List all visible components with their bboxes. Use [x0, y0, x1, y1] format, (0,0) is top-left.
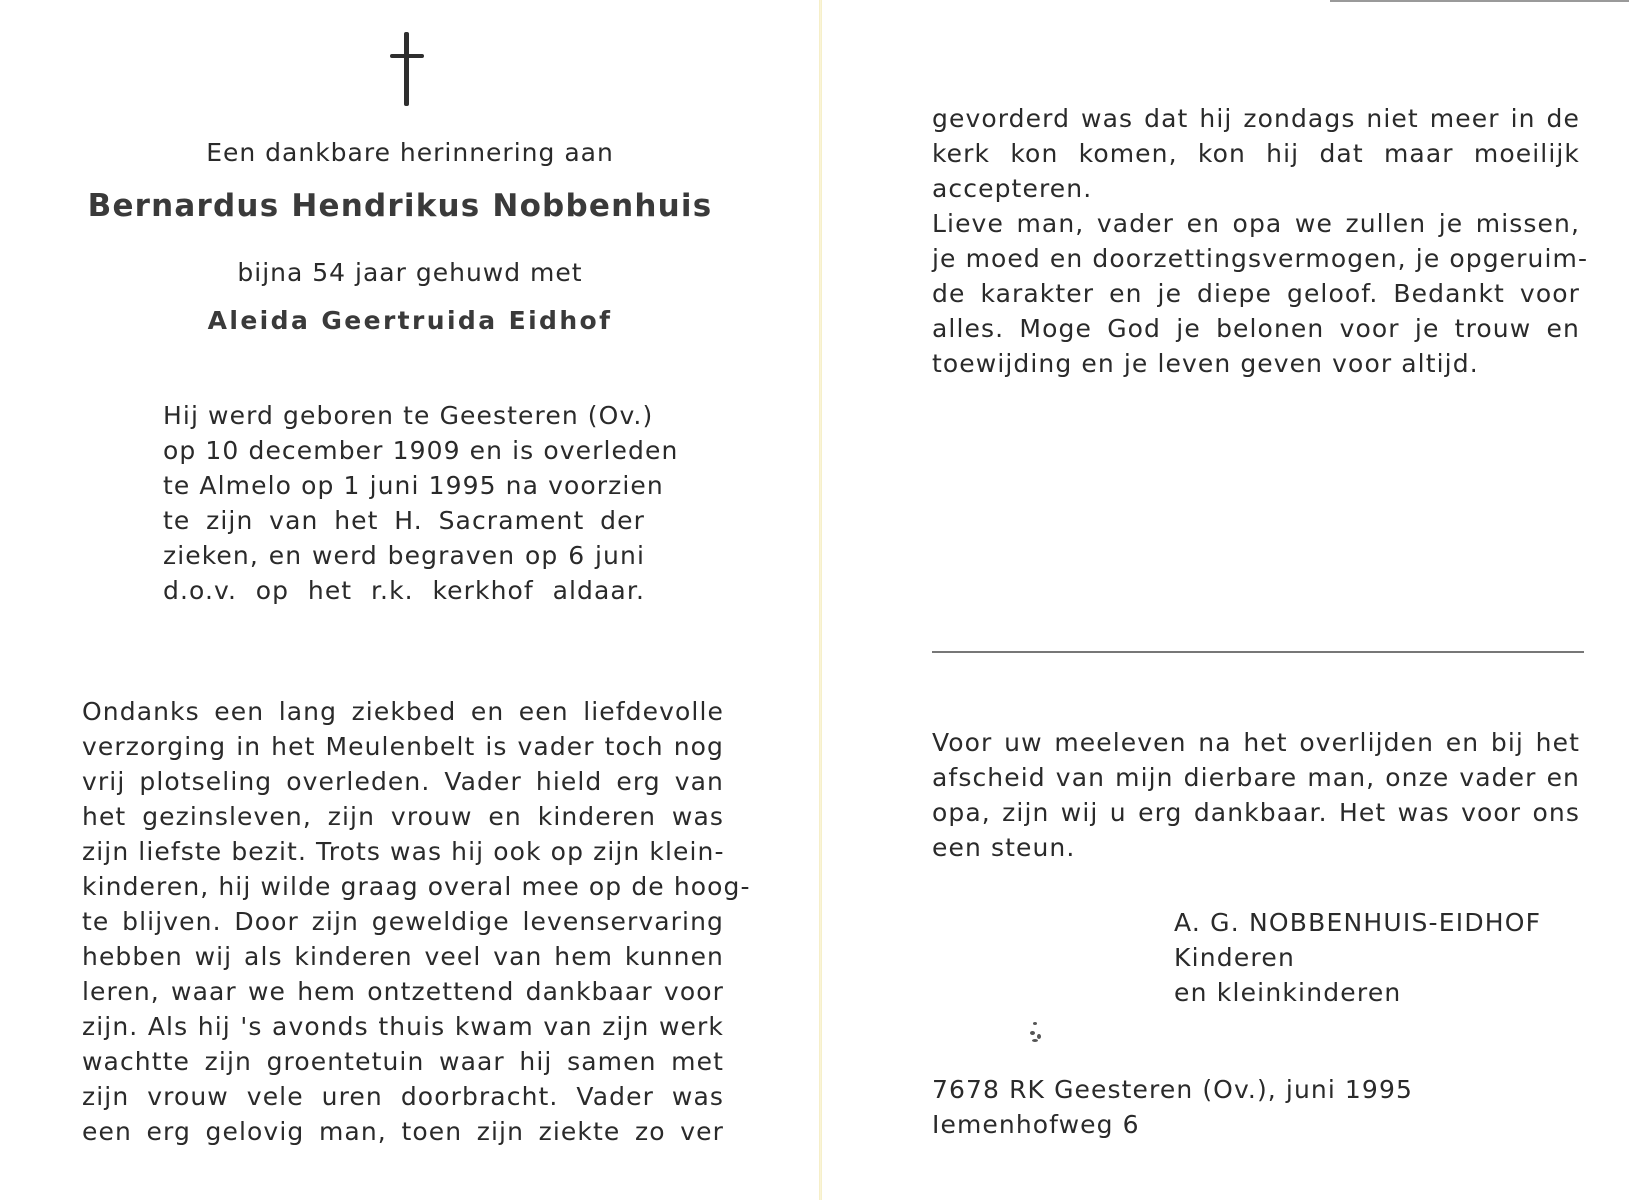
text-line: op 10 december 1909 en is overleden: [163, 436, 679, 465]
address-block: [932, 1072, 1413, 1142]
text-line: Lieve man, vader en opa we zullen je missen,: [932, 209, 1580, 238]
text-line: Voor uw meeleven na het overlijden en bij het: [932, 728, 1580, 757]
text-line: te zijn van het H. Sacrament der: [163, 506, 645, 535]
text-line: Ondanks een lang ziekbed en een liefdevolle: [82, 697, 724, 726]
deceased-name: Bernardus Hendrikus Nobbenhuis: [87, 188, 713, 224]
text-line: zijn vrouw vele uren doorbracht. Vader was: [82, 1082, 724, 1111]
address-line: 7678 RK Geesteren (Ov.), juni 1995: [932, 1075, 1413, 1104]
right-page: [822, 0, 1629, 1200]
story-paragraph: [82, 694, 751, 1149]
text-line: verzorging in het Meulenbelt is vader toch nog: [82, 732, 724, 761]
text-line: kinderen, hij wilde graag overal mee op de hoog-: [82, 872, 751, 901]
signature-line: en kleinkinderen: [1174, 978, 1402, 1007]
signature-line: Kinderen: [1174, 943, 1295, 972]
address-line: Iemenhofweg 6: [932, 1110, 1140, 1139]
text-line: vrij plotseling overleden. Vader hield erg van: [82, 767, 724, 796]
signature-name: A. G. NOBBENHUIS-EIDHOF: [1174, 908, 1542, 937]
text-line: je moed en doorzettingsvermogen, je opgeruim-: [932, 244, 1589, 273]
birth-paragraph: [163, 398, 679, 608]
text-line: te Almelo op 1 juni 1995 na voorzien: [163, 471, 664, 500]
text-line: leren, waar we hem ontzettend dankbaar voor: [82, 977, 724, 1006]
text-line: d.o.v. op het r.k. kerkhof aldaar.: [163, 576, 645, 605]
text-line: Hij werd geboren te Geesteren (Ov.): [163, 401, 654, 430]
separator-line: [932, 651, 1584, 653]
text-line: gevorderd was dat hij zondags niet meer in de: [932, 104, 1580, 133]
text-line: een steun.: [932, 833, 1076, 862]
text-line: zijn. Als hij 's avonds thuis kwam van zijn werk: [82, 1012, 724, 1041]
signature-block: [1174, 905, 1594, 1010]
spouse-name: Aleida Geertruida Eidhof: [207, 306, 613, 335]
married-text: bijna 54 jaar gehuwd met: [237, 258, 583, 287]
text-line: accepteren.: [932, 174, 1093, 203]
text-line: zieken, en werd begraven op 6 juni: [163, 541, 645, 570]
text-line: kerk kon komen, kon hij dat maar moeilijk: [932, 139, 1580, 168]
text-line: het gezinsleven, zijn vrouw en kinderen was: [82, 802, 724, 831]
text-line: te blijven. Door zijn geweldige levenservaring: [82, 907, 724, 936]
text-line: wachtte zijn groentetuin waar hij samen met: [82, 1047, 724, 1076]
text-line: hebben wij als kinderen veel van hem kunnen: [82, 942, 724, 971]
text-line: toewijding en je leven geven voor altijd.: [932, 349, 1479, 378]
text-line: afscheid van mijn dierbare man, onze vader en: [932, 763, 1580, 792]
text-line: de karakter en je diepe geloof. Bedankt voor: [932, 279, 1580, 308]
text-line: een erg gelovig man, toen zijn ziekte zo ver: [82, 1117, 724, 1146]
text-line: alles. Moge God je belonen voor je trouw en: [932, 314, 1580, 343]
thanks-paragraph: [932, 725, 1580, 865]
intro-text: Een dankbare herinnering aan: [206, 138, 614, 167]
text-line: zijn liefste bezit. Trots was hij ook op zijn klein-: [82, 837, 725, 866]
continuation-paragraph: [932, 101, 1589, 381]
cross-icon: [390, 32, 424, 106]
ink-smudge: [1029, 1022, 1043, 1044]
text-line: opa, zijn wij u erg dankbaar. Het was voor ons: [932, 798, 1580, 827]
